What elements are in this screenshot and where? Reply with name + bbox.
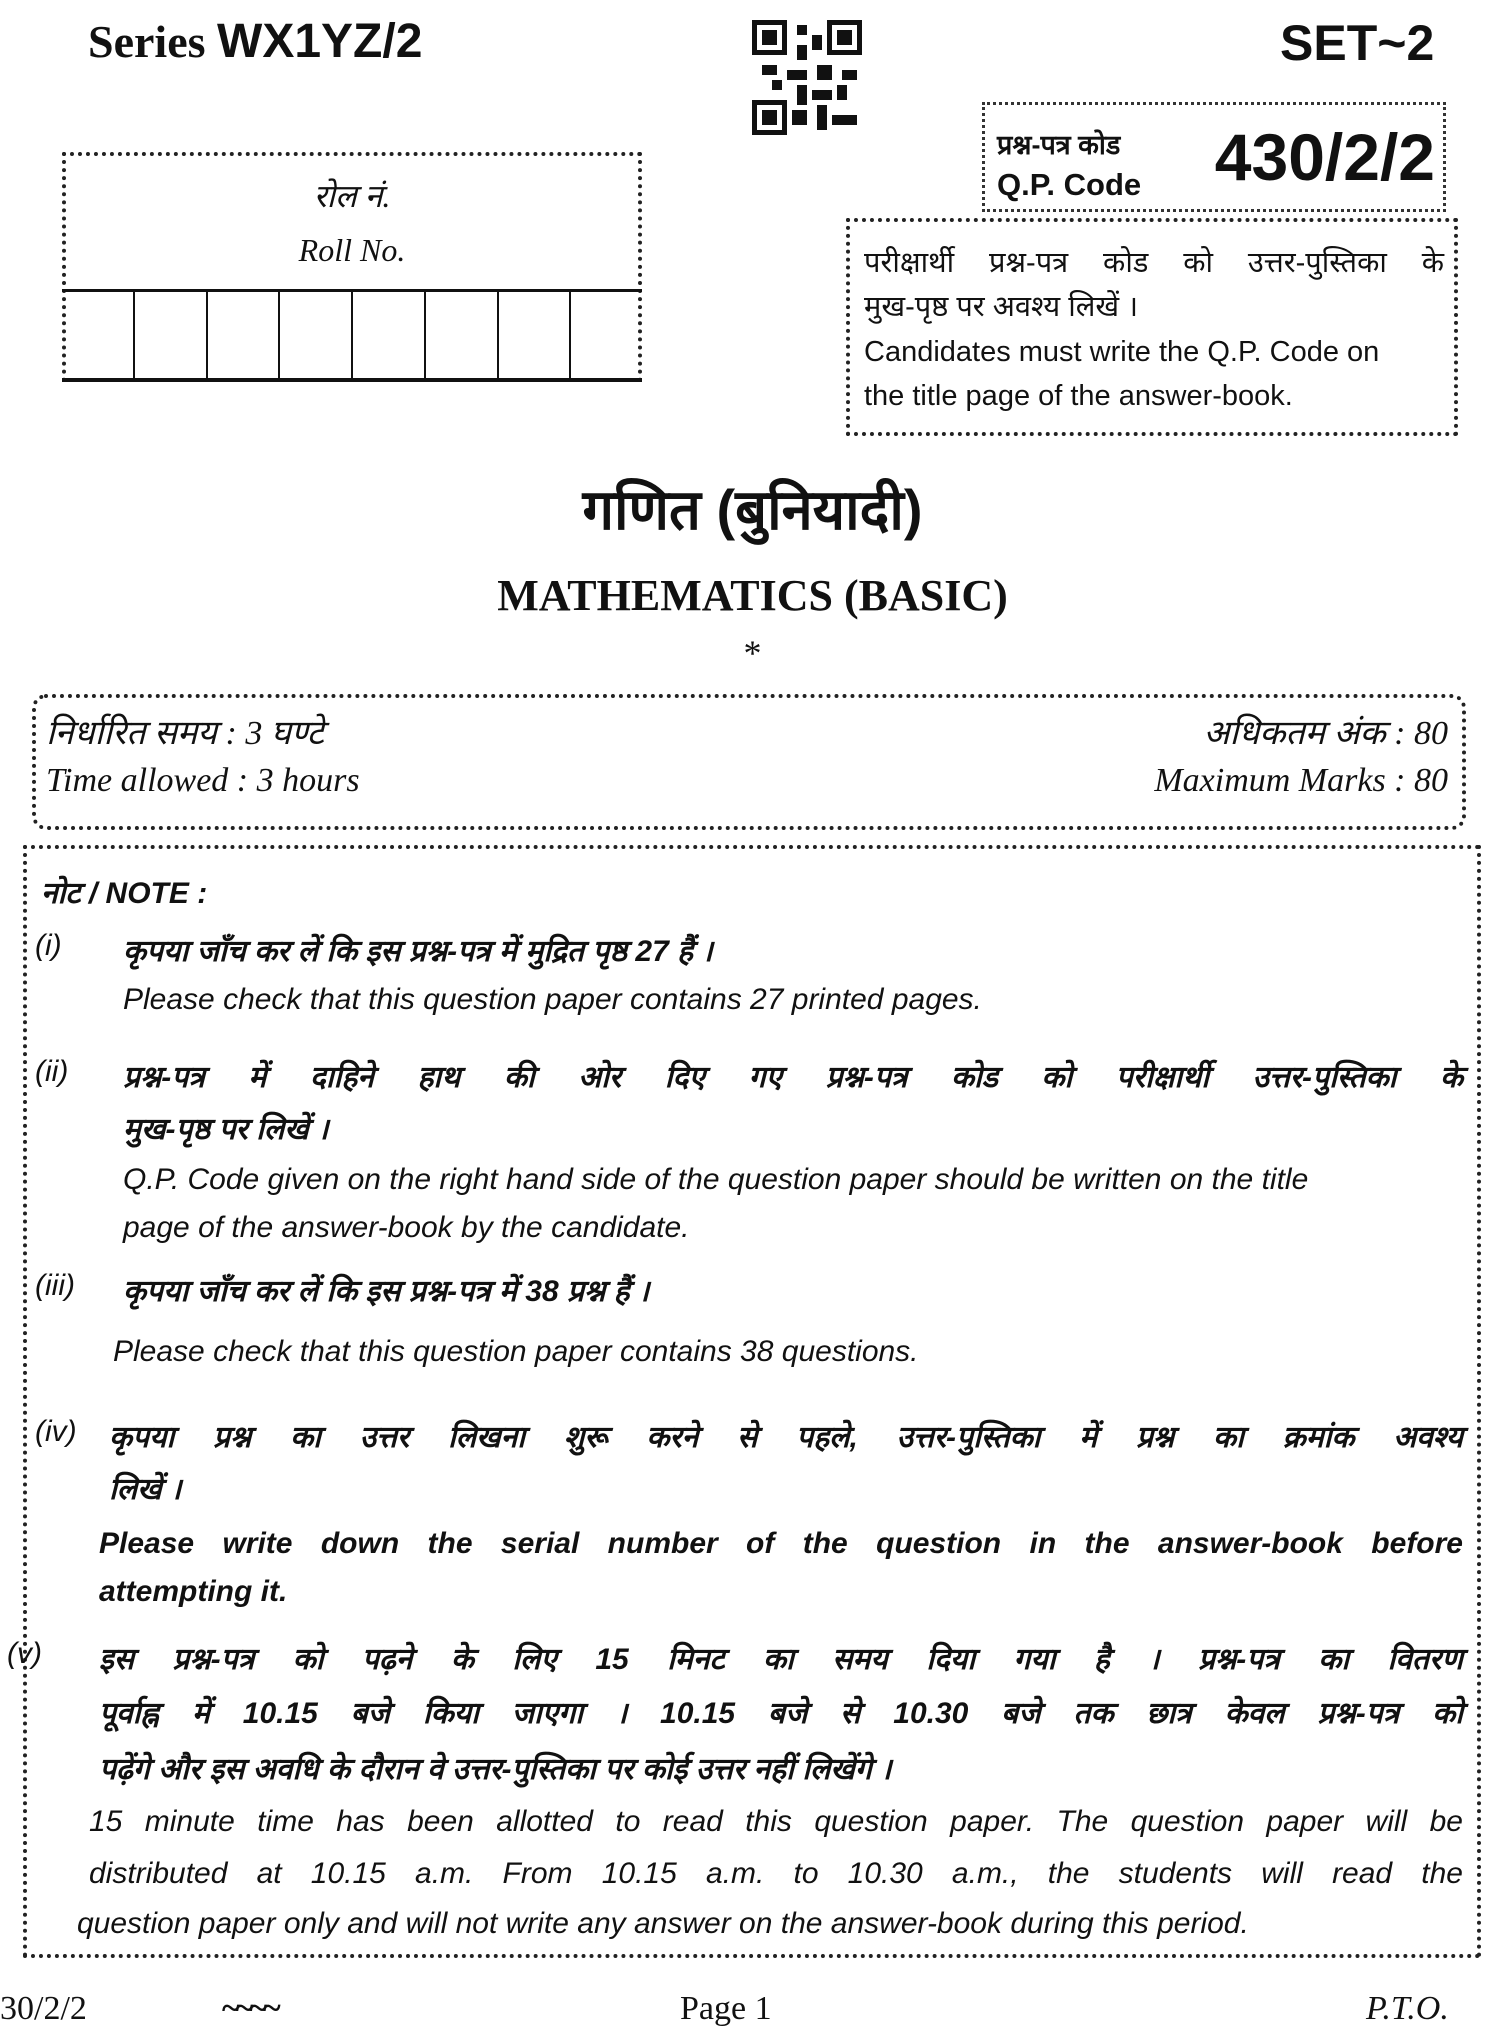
subject-title-hindi: गणित (बुनियादी) [582,478,923,541]
instruction-hindi: मुख-पृष्ठ पर अवश्य लिखें । [864,291,1139,323]
pto: P.T.O. [1366,1990,1449,2027]
qr-code-icon [752,20,862,135]
subject-title-english: MATHEMATICS (BASIC) [497,571,1008,620]
instruction-english: Candidates must write the Q.P. Code on [864,336,1380,368]
note-number: (iv) [35,1415,77,1448]
series-label: Series [88,16,206,67]
note-line-hindi: प्रश्न-पत्र में दाहिने हाथ की ओर दिए गए प्रश्न-पत्र कोड को परीक्षार्थी उत्तर-पुस्तिका के [123,1061,1463,1094]
note-number: (iii) [35,1269,75,1302]
note-line-hindi: मुख-पृष्ठ पर लिखें । [123,1113,329,1146]
note-line-hindi: कृपया प्रश्न का उत्तर लिखना शुरू करने से पहले, उत्तर-पुस्तिका में प्रश्न का क्रमांक अवश्य [109,1421,1463,1454]
qp-code-label-english: Q.P. Code [997,167,1142,202]
note-line-english: Please check that this question paper contains 38 questions. [113,1335,919,1368]
note-line-english: 15 minute time has been allotted to read this question paper. The question paper will be [89,1805,1463,1838]
footer-code: 30/2/2 [0,1990,87,2027]
roll-number-cells[interactable] [62,289,642,382]
set-number: SET~2 [1280,15,1435,71]
note-line-english: page of the answer-book by the candidate. [123,1211,690,1244]
note-line-hindi: पूर्वाह्न में 10.15 बजे किया जाएगा । 10.15 बजे से 10.30 बजे तक छात्र केवल प्रश्न-पत्र को [99,1697,1463,1730]
page-number: Page 1 [680,1990,772,2027]
note-line-hindi: कृपया जाँच कर लें कि इस प्रश्न-पत्र में मुद्रित पृष्ठ 27 हैं । [123,935,713,968]
note-heading: नोट / NOTE : [41,877,208,910]
time-allowed-hindi: निर्धारित समय : 3 घण्टे [46,715,324,752]
time-marks-box [32,694,1466,830]
qp-code-value: 430/2/2 [1214,120,1435,194]
note-line-english: distributed at 10.15 a.m. From 10.15 a.m. to 10.30 a.m., the students will read the [89,1857,1463,1890]
roll-label-english: Roll No. [298,232,406,268]
qp-code-label-hindi: प्रश्न-पत्र कोड [997,130,1121,160]
series [88,14,422,69]
max-marks-hindi: अधिकतम अंक : 80 [1203,715,1448,752]
max-marks-english: Maximum Marks : 80 [1154,762,1448,799]
roll-number-box [62,152,642,382]
qp-code-box [982,102,1446,212]
note-line-english: Q.P. Code given on the right hand side of the question paper should be written on the title [123,1163,1309,1196]
note-line-hindi: इस प्रश्न-पत्र को पढ़ने के लिए 15 मिनट का समय दिया गया है । प्रश्न-पत्र का वितरण [99,1643,1463,1676]
note-line-english: Please check that this question paper contains 27 printed pages. [123,983,982,1016]
note-line-hindi: लिखें । [109,1473,182,1506]
instruction-hindi: परीक्षार्थी प्रश्न-पत्र कोड को उत्तर-पुस्तिका के [864,247,1444,279]
note-line-english: Please write down the serial number of the question in the answer-book before [99,1527,1463,1560]
note-line-english: attempting it. [99,1575,288,1608]
note-number: (v) [7,1637,42,1670]
footer-ornament: ~~~~ [222,1990,277,2027]
note-line-hindi: कृपया जाँच कर लें कि इस प्रश्न-पत्र में 38 प्रश्न हैं । [123,1275,650,1308]
note-number: (i) [35,929,62,962]
roll-label-hindi: रोल नं. [313,178,391,214]
time-allowed-english: Time allowed : 3 hours [46,762,360,799]
title-mark: * [743,633,762,673]
series-code: WX1YZ/2 [217,15,423,68]
instruction-english: the title page of the answer-book. [864,380,1293,412]
qp-code-instruction-box [846,218,1458,436]
note-line-hindi: पढ़ेंगे और इस अवधि के दौरान वे उत्तर-पुस्तिका पर कोई उत्तर नहीं लिखेंगे । [99,1753,892,1786]
note-line-english: question paper only and will not write any answer on the answer-book during this period. [77,1907,1249,1940]
note-number: (ii) [35,1055,69,1088]
note-box [7,845,1481,1958]
